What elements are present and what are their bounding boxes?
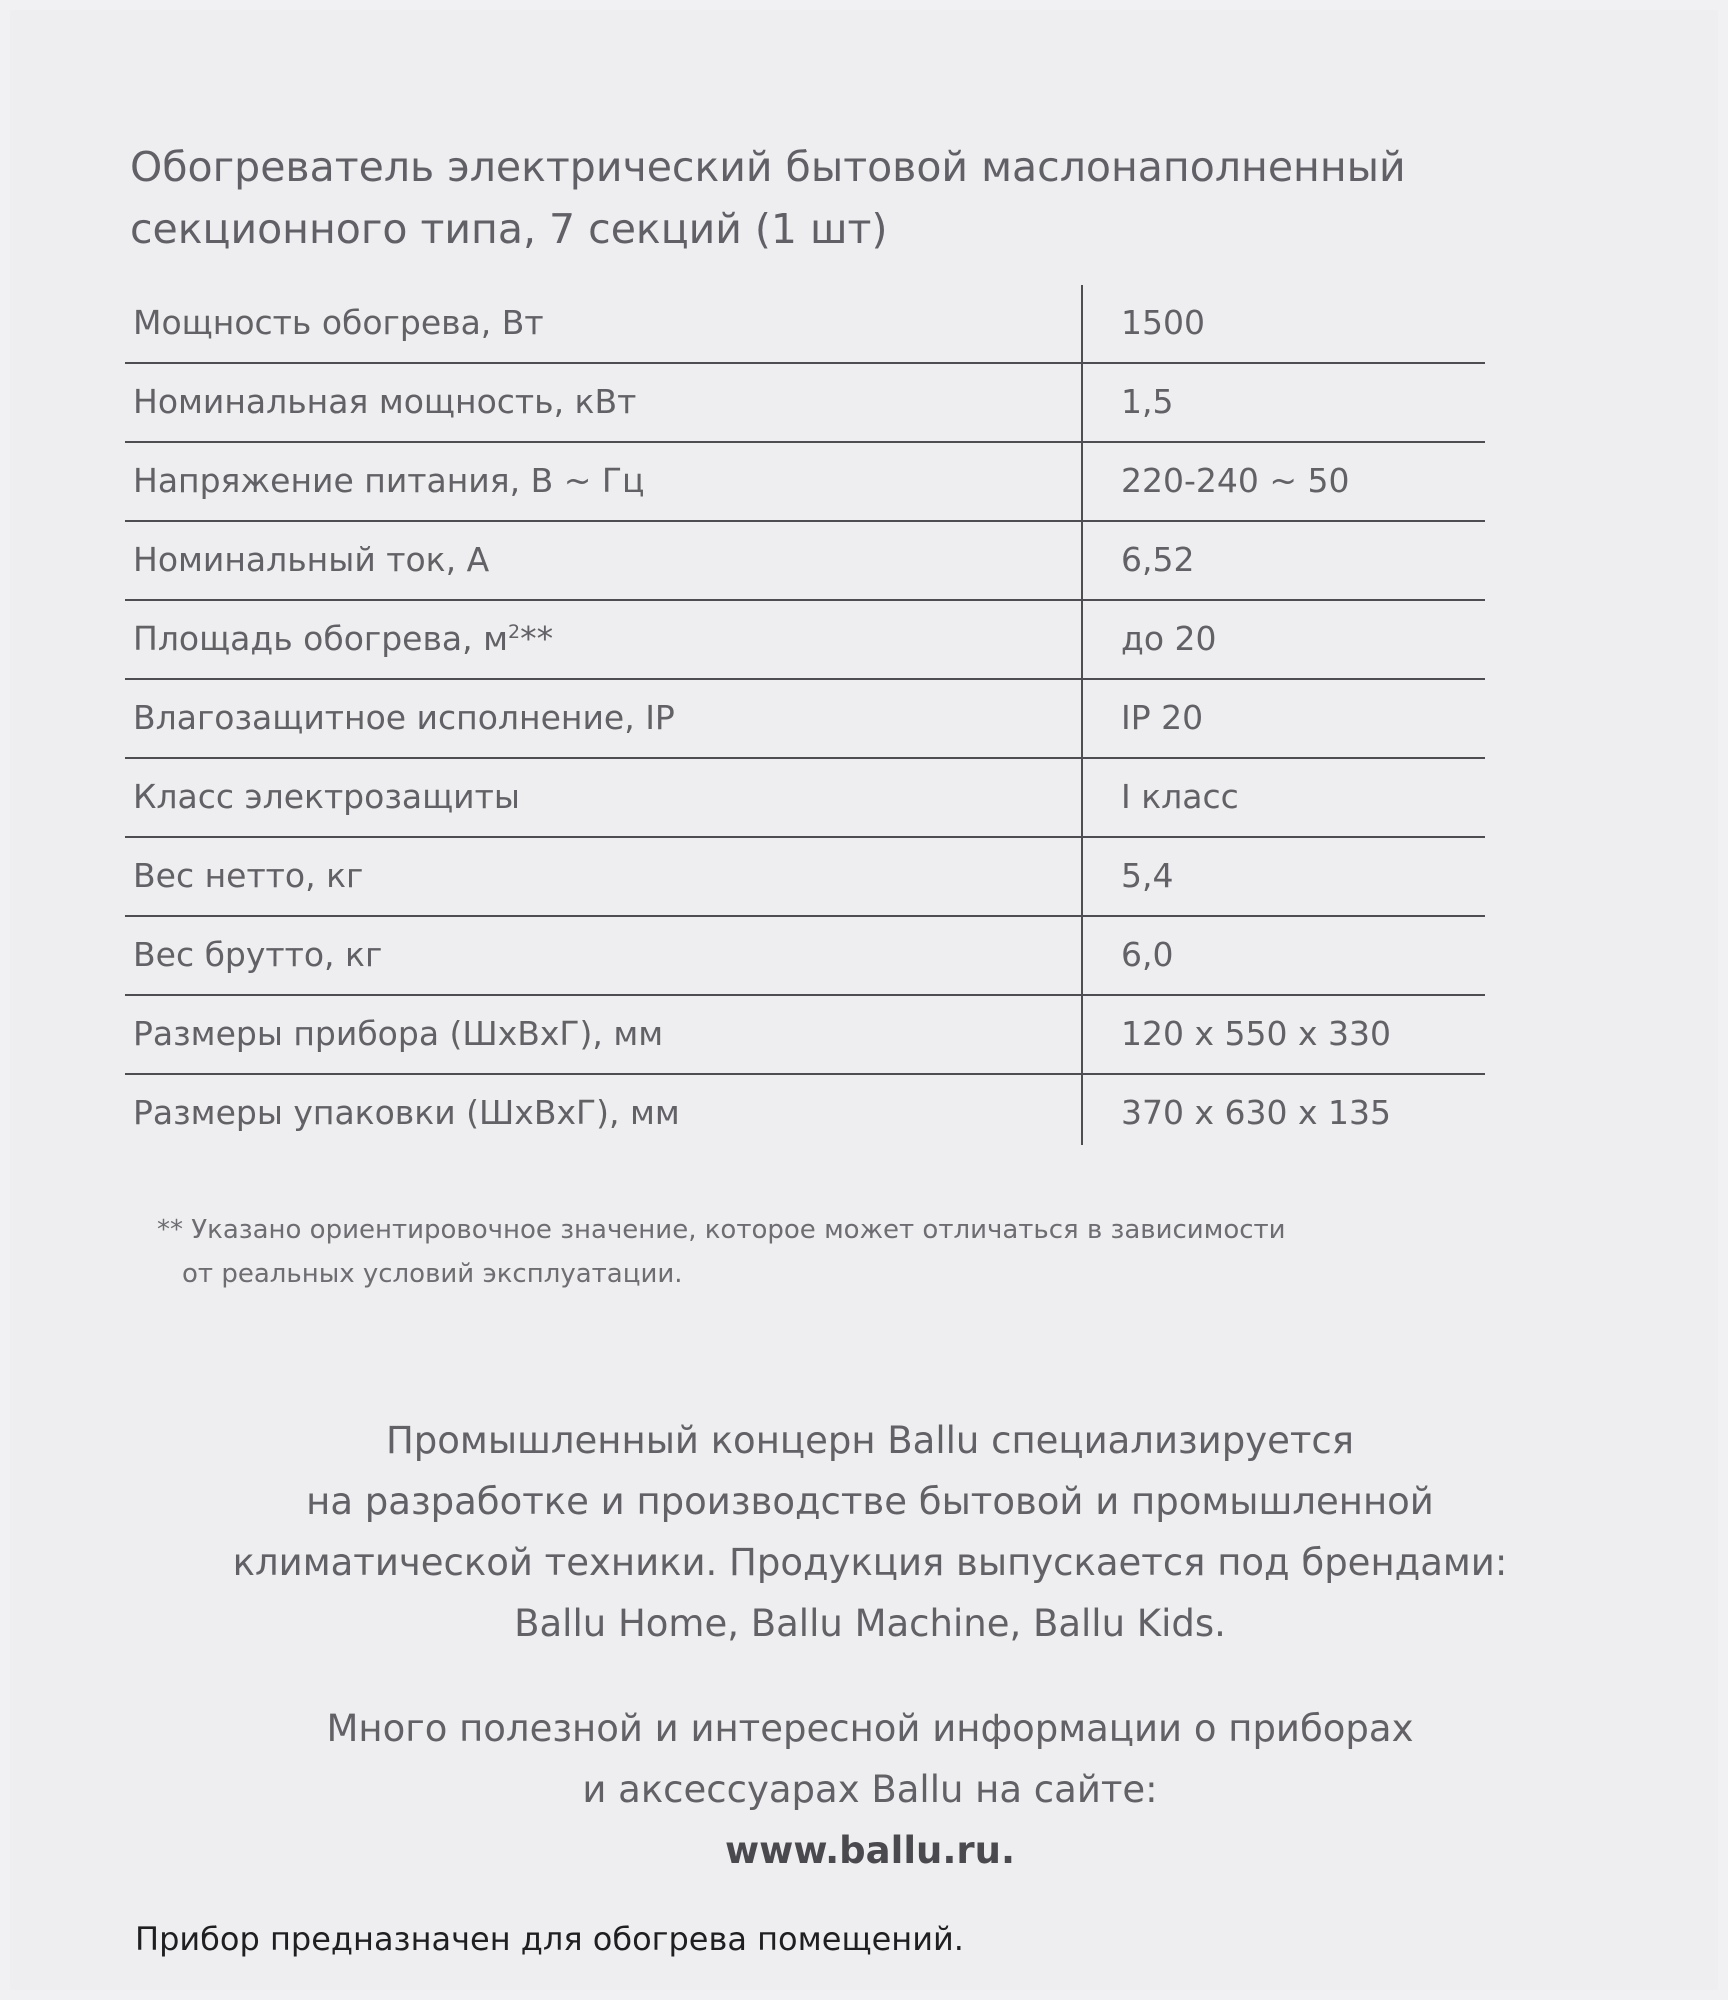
product-title-line-1: Обогреватель электрический бытовой маслонаполненный xyxy=(130,143,1406,191)
spec-label: Напряжение питания, В ~ Гц xyxy=(133,461,645,500)
website-info xyxy=(70,1698,1670,1881)
purpose-statement: Прибор предназначен для обогрева помещений. xyxy=(135,1920,964,1958)
spec-value: 6,0 xyxy=(1121,935,1174,974)
spec-row xyxy=(125,443,1485,522)
spec-value: до 20 xyxy=(1121,619,1217,658)
spec-label: Номинальный ток, А xyxy=(133,540,490,579)
package-panel xyxy=(10,10,1718,1990)
spec-label-text: Площадь обогрева, м xyxy=(133,619,509,658)
spec-value: 1,5 xyxy=(1121,382,1174,421)
spec-label: Класс электрозащиты xyxy=(133,777,520,816)
spec-label: Размеры прибора (ШхВхГ), мм xyxy=(133,1014,664,1053)
footnote xyxy=(157,1208,1457,1296)
company-description-line: на разработке и производстве бытовой и промышленной xyxy=(306,1480,1434,1523)
company-description-line: климатической техники. Продукция выпускается под брендами: xyxy=(232,1541,1508,1584)
spec-row xyxy=(125,285,1485,364)
spec-value: 5,4 xyxy=(1121,856,1174,895)
footnote-marker: ** xyxy=(520,619,554,658)
spec-value: 220-240 ~ 50 xyxy=(1121,461,1350,500)
spec-value: 120 х 550 х 330 xyxy=(1121,1014,1391,1053)
spec-row xyxy=(125,996,1485,1075)
spec-value: 6,52 xyxy=(1121,540,1195,579)
product-title xyxy=(130,136,1530,260)
company-description xyxy=(70,1410,1670,1654)
spec-row xyxy=(125,838,1485,917)
spec-row xyxy=(125,917,1485,996)
website-link[interactable]: www.ballu.ru. xyxy=(724,1829,1016,1872)
footnote-line-1: ** Указано ориентировочное значение, которое может отличаться в зависимости xyxy=(157,1215,1286,1245)
spec-value: 370 х 630 х 135 xyxy=(1121,1093,1391,1132)
spec-label: Номинальная мощность, кВт xyxy=(133,382,637,421)
spec-value: 1500 xyxy=(1121,303,1205,342)
spec-label: Влагозащитное исполнение, IP xyxy=(133,698,675,737)
spec-label: Вес нетто, кг xyxy=(133,856,364,895)
spec-table xyxy=(125,285,1485,1145)
spec-row xyxy=(125,1075,1485,1154)
product-title-line-2: секционного типа, 7 секций (1 шт) xyxy=(130,205,888,253)
spec-row xyxy=(125,759,1485,838)
spec-value: IP 20 xyxy=(1121,698,1204,737)
spec-label: Размеры упаковки (ШхВхГ), мм xyxy=(133,1093,680,1132)
spec-row xyxy=(125,364,1485,443)
spec-label: Мощность обогрева, Вт xyxy=(133,303,544,342)
spec-value: I класс xyxy=(1121,777,1239,816)
footnote-line-2: от реальных условий эксплуатации. xyxy=(182,1259,683,1289)
spec-row xyxy=(125,601,1485,680)
website-info-line xyxy=(70,1759,1670,1881)
website-info-line: Много полезной и интересной информации о приборах xyxy=(326,1707,1414,1750)
spec-row xyxy=(125,680,1485,759)
spec-label xyxy=(133,619,553,658)
company-description-line: Промышленный концерн Ballu специализируется xyxy=(385,1419,1355,1462)
spec-row xyxy=(125,522,1485,601)
squared-superscript: 2 xyxy=(508,621,521,643)
company-description-line: Ballu Home, Ballu Machine, Ballu Kids. xyxy=(514,1602,1226,1645)
website-info-prefix: и аксессуарах Ballu на сайте: xyxy=(582,1768,1158,1811)
spec-label: Вес брутто, кг xyxy=(133,935,383,974)
